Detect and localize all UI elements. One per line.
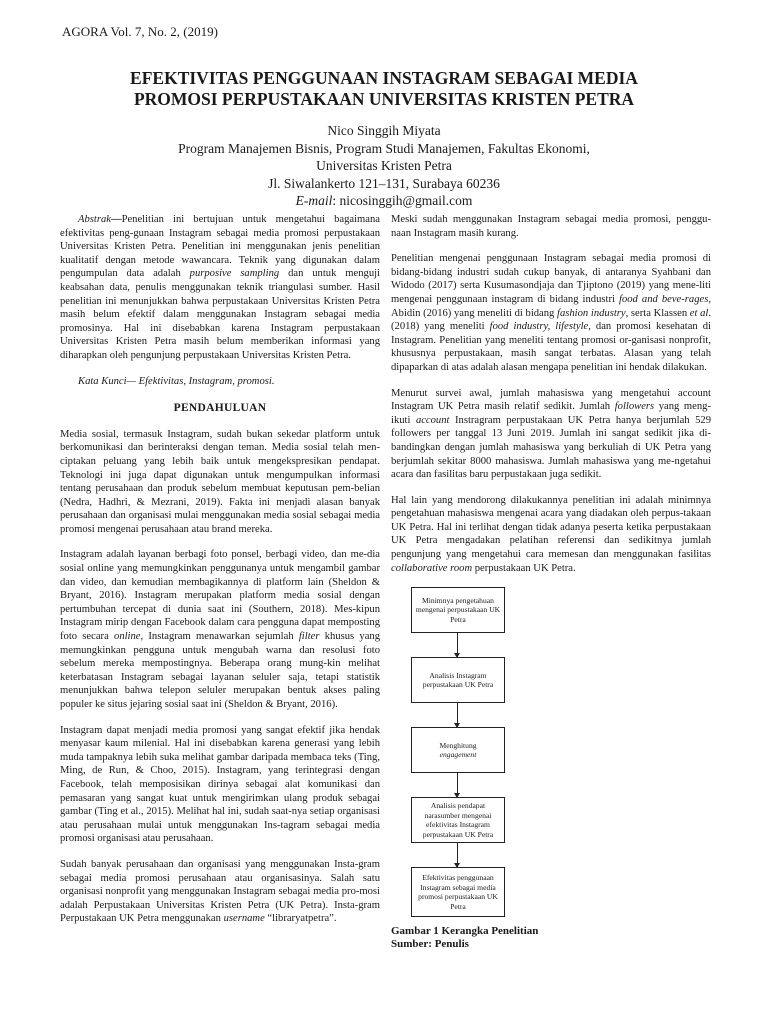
text-span: , Instagram menawarkan sejumlah: [140, 631, 299, 643]
flow-box-3-line-2: engagement: [439, 750, 477, 760]
author-university: Universitas Kristen Petra: [316, 158, 452, 173]
figure-caption: [391, 925, 538, 951]
paragraph: [391, 252, 711, 374]
text-span: , serta Klassen: [625, 307, 690, 319]
keywords: Kata Kunci— Efektivitas, Instagram, promosi.: [78, 375, 275, 387]
author-program: Program Manajemen Bisnis, Program Studi Manajemen, Fakultas Ekonomi,: [178, 140, 590, 156]
text-span: Penelitian mengenai penggunaan Instagram sebagai media promosi di bidang-bidang industri sudah cukup banyak, di antaranya Syahbani dan Widodo (2017) serta Kusumasondjaja dan Tjiptono (2019) yang mene-liti mengenai penggunaan instagram di bidang industri: [391, 253, 711, 305]
emphasis: food industry, lifestyle: [489, 321, 589, 333]
text-span: perpustakaan UK Petra.: [472, 562, 576, 574]
text-span: , dan promosi kesehatan di Instagram. Penelitian yang meneliti tentang promosi or-ganisasi nonprofit, khususnya perpustakaan, masih sangat terbatas. Alasan yang telah dipaparkan di atas adalah alasan mengapa penelitian ini hendak dilakukan.: [391, 321, 711, 373]
flow-box-3-line-1: Menghitung: [439, 740, 477, 750]
paragraph: [60, 858, 380, 926]
paper-title: [60, 68, 708, 110]
emphasis: food and beve-rages: [619, 293, 709, 305]
emphasis: et al: [689, 307, 709, 319]
caption-title: Gambar 1 Kerangka Penelitian: [391, 925, 539, 938]
flow-box-5: Efektivitas penggunaan Instagram sebagai media promosi perpustakaan UK Petra: [411, 867, 505, 917]
paragraph: [391, 494, 711, 576]
paragraph: Meski sudah menggunakan Instagram sebagai media promosi, penggu-naan Instagram masih kurang.: [391, 214, 711, 239]
abstract-emphasis: purposive sampling: [189, 268, 280, 280]
emphasis: collaborative room: [391, 562, 473, 574]
emphasis: account: [415, 414, 450, 426]
research-framework-figure: [391, 587, 711, 951]
section-heading: PENDAHULUAN: [173, 402, 267, 415]
title-line-1: EFEKTIVITAS PENGGUNAAN INSTAGRAM SEBAGAI MEDIA: [130, 68, 638, 88]
right-column: [391, 213, 712, 951]
flow-arrow-down: [457, 703, 458, 727]
text-span: “libraryatpetra”.: [264, 913, 337, 925]
abstract: [60, 213, 380, 363]
text-span: Instagram adalah layanan berbagi foto ponsel, berbagi video, dan me-dia sosial online yang memungkinkan penggunanya untuk mengambil gambar dan video, dan kemudian membagikannya di platform lain (Sheldon & Bryant, 2016). Instagram merupakan platform media sosial dengan pertumbuhan tercepat di dunia saat ini (Southern, 2018). Mes-kipun Instagram mirip dengan Facebook dalam cara pengguna dapat memposting foto secara: [60, 549, 380, 643]
flow-box-4: Analisis pendapat narasumber mengenai efektivitas Instagram perpustakaan UK Petra: [411, 797, 505, 843]
paragraph: Media sosial, termasuk Instagram, sudah bukan sekedar platform untuk berkomunikasi dan berinteraksi dengan teman. Media sosial telah men-ciptakan peluang yang lebih baik untuk mengekspresikan pendapat. Teknologi ini juga dapat digunakan untuk mengumpulkan informasi tentang perusahaan dan produk sebelum membuat keputusan pem-belian (Nedra, Hadhri, & Mezrani, 2019). Fakta ini menjadi alasan banyak perusahaan dan organisasi mulai menggunakan media sosial sebagai media promosi mengenai perusahaan atau brand mereka.: [60, 428, 380, 535]
emphasis: filter: [298, 631, 320, 643]
paragraph: Instagram dapat menjadi media promosi yang sangat efektif jika hendak menyasar kaum milenial. Hal ini disebabkan karena generasi yang lebih muda tampaknya lebih suka melihat gambar daripada membaca teks (Ting, Ming, de Run, & Choo, 2015). Instagram, yang terintegrasi dengan Facebook, telah memposisikan dirinya sebagai alat komunikasi dan pemasaran yang sangat kuat untuk mengirimkan ulang produk sebagai gambar (Ting et al., 2015). Melihat hal ini, sudah saat-nya setiap organisasi atau perusahaan mulai untuk menggunakan Ins-tagram sebagai media promosi organisasi atau perusahaan.: [60, 724, 380, 845]
title-line-2: PROMOSI PERPUSTAKAAN UNIVERSITAS KRISTEN PETRA: [133, 89, 635, 109]
flow-arrow-down: [457, 843, 458, 867]
text-span: yang meng-ikuti: [391, 401, 711, 426]
text-span: Sudah banyak perusahaan dan organisasi yang menggunakan Insta-gram sebagai media promosi perusahaan atau organisasinya. Salah satu organisasi nonprofit yang menggunakan Instagram sebagai media pro-mosi adalah Perpustakaan Universitas Kristen Petra (UK Petra). Insta-gram Perpustakaan UK Petra menggunakan: [60, 858, 380, 925]
emphasis: online: [114, 631, 141, 643]
text-span: Menurut survei awal, jumlah mahasiswa yang mengetahui account Instagram UK Petra masih relatif sedikit. Jumlah: [391, 387, 711, 413]
emphasis: followers: [614, 401, 655, 413]
flow-box-2: Analisis Instagram perpustakaan UK Petra: [411, 657, 505, 703]
paragraph: [391, 387, 711, 482]
left-column: [60, 213, 380, 938]
email-address: : nicosinggih@gmail.com: [332, 193, 473, 208]
text-span: Hal lain yang mendorong dilakukannya penelitian ini adalah minimnya pengetahuan mahasiswa mengenai acara yang diadakan oleh perpus-takaan UK Petra. Hal ini terlihat dengan tidak adanya peserta ketika perpustakaan UK Petra mengadakan pelatihan referensi dan sedikitnya jumlah pengunjung yang mengetahui cara memesan dan menggunakan fasilitas: [391, 494, 711, 561]
text-span: . (2018) yang meneliti: [391, 307, 711, 333]
flow-box-1: Minimnya pengetahuan mengenai perpustakaan UK Petra: [411, 587, 505, 633]
abstract-text-2: dan untuk menguji keabsahan data, penulis menggunakan teknik triangulasi sumber. Hasil penelitian ini menunjukkan bahwa perpustakaan Universitas Kristen Petra masih belum efektif dalam menggunakan Instagram sebagai media promosinya. Hal ini disebabkan karena Instagram perpustakaan Universitas Kristen Petra masih belum memberikan informasi yang diharapkan oleh pengunjung perpustakaan Universitas Kristen Petra.: [60, 268, 380, 361]
paragraph: [60, 548, 380, 711]
abstract-dash: —: [110, 214, 122, 225]
journal-header: AGORA Vol. 7, No. 2, (2019): [62, 24, 218, 39]
emphasis: fashion industry: [557, 307, 626, 319]
author-address: Jl. Siwalankerto 121–131, Surabaya 60236: [268, 175, 500, 191]
abstract-label: Abstrak: [78, 214, 111, 225]
flow-arrow-down: [457, 773, 458, 797]
email-label: E-mail: [295, 193, 333, 208]
emphasis: username: [223, 913, 265, 925]
flow-arrow-down: [457, 633, 458, 657]
author-email: [60, 192, 708, 210]
caption-source: Sumber: Penulis: [391, 938, 469, 951]
text-span: , Abidin (2016) yang meneliti di bidang: [391, 293, 711, 319]
flow-box-3: [411, 727, 505, 773]
abstract-text-1: Penelitian ini bertujuan untuk mengetahui bagaimana efektivitas peng-gunaan Instagram sebagai media promosi perpustakaan Universitas Kristen Petra. Penelitian ini menggunakan jenis penelitian kualitatif dengan metode wawancara. Teknik yang digunakan dalam pengumpulan data adalah: [60, 214, 380, 280]
author-block: [60, 122, 708, 210]
author-name: Nico Singgih Miyata: [327, 123, 441, 138]
text-span: Instragram perpustakaan UK Petra hanya berjumlah 529 followers per tanggal 13 Juni 2019. Jumlah ini sangat sedikit jika di-bandingkan dengan jumlah mahasiswa yang berkuliah di UK Petra yang berjumlah sekitar 8000 mahasiswa. Jumlah mahasiswa yang me-ngetahui acara dan fasilitas baru perpustakaan juga sedikit.: [391, 414, 712, 481]
text-span: khusus yang memungkinkan pengguna untuk mengubah warna dan resolusi foto sebelum mereka mempostingnya. Beberapa orang mung-kin melihat keterbatasan Instagram sebagai layanan seluler saja, tetapi statistik menunjukkan bahwa telepon seluler merupakan bentuk akses paling populer ke situs jejaring sosial saat ini (Sheldon & Bryant, 2016).: [60, 631, 380, 710]
